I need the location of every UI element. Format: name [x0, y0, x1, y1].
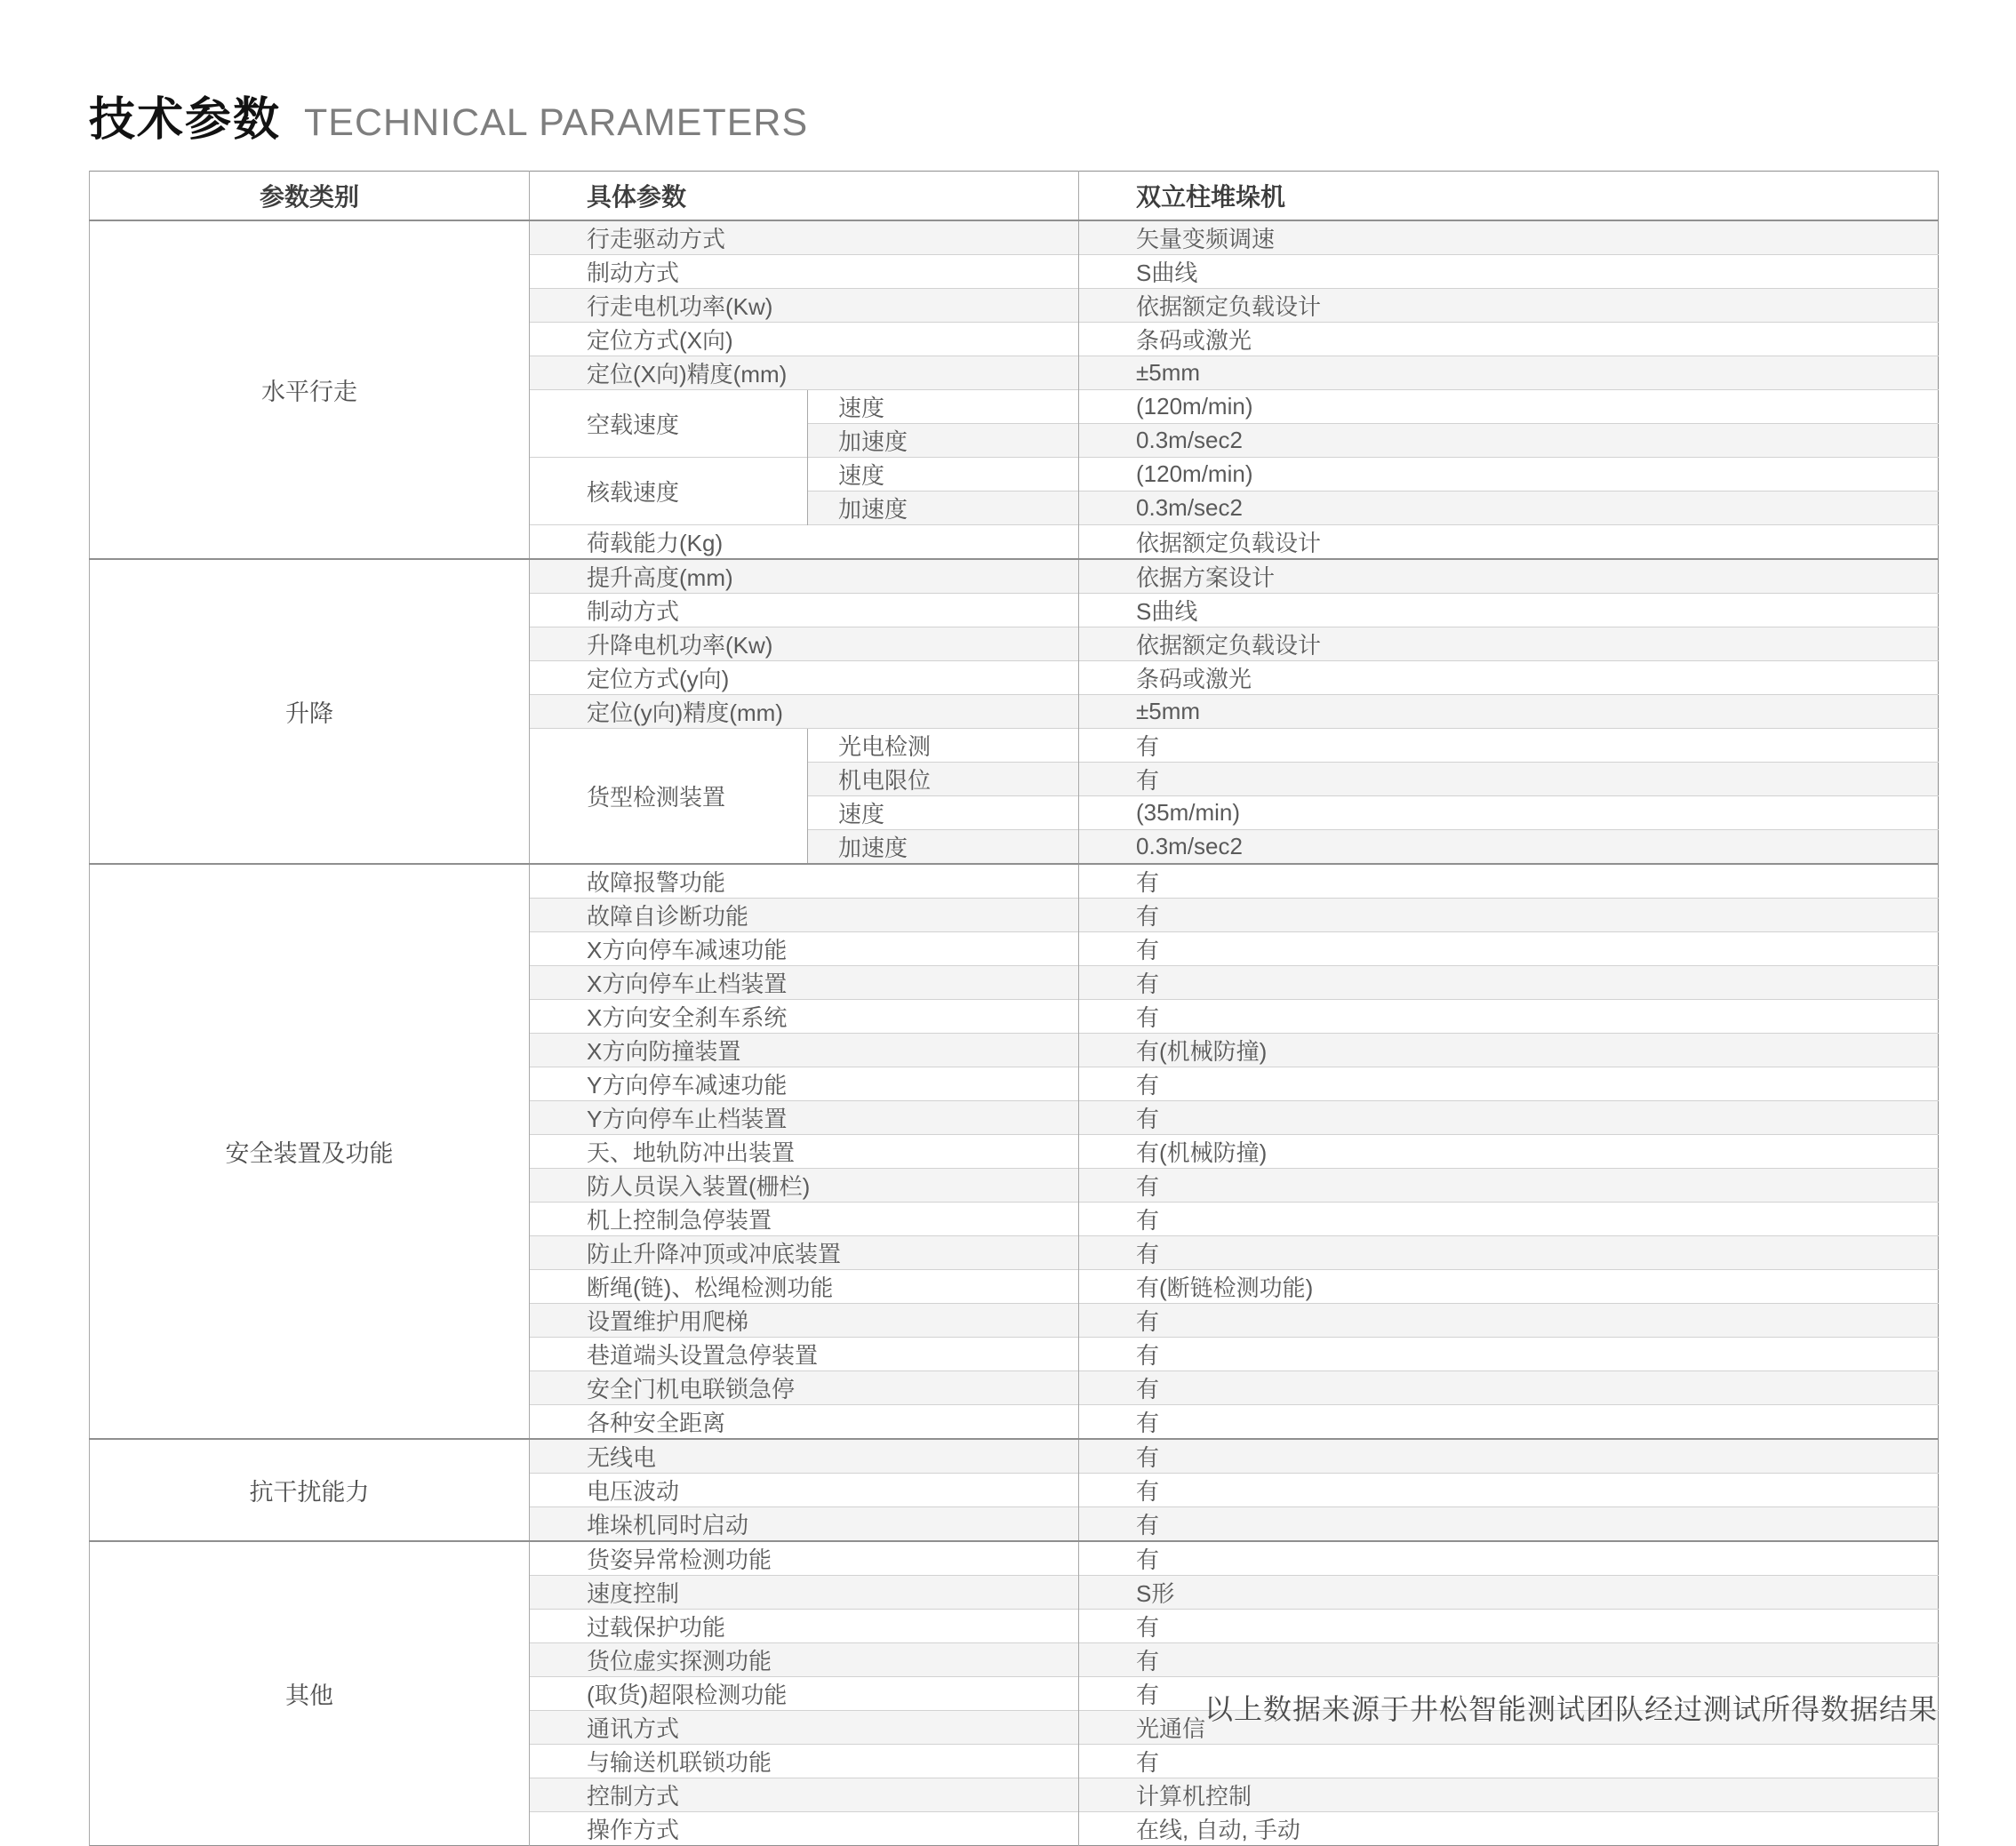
technical-parameters-table: [89, 171, 1939, 1846]
param-cell: 防人员误入装置(栅栏): [530, 1169, 1079, 1203]
param-cell: (取货)超限检测功能: [530, 1677, 1079, 1711]
param-cell: 货姿异常检测功能: [530, 1541, 1079, 1576]
param-cell: 行走驱动方式: [530, 220, 1079, 255]
value-cell: 依据额定负载设计: [1079, 289, 1939, 323]
value-cell: 有: [1079, 1643, 1939, 1677]
param-cell: 防止升降冲顶或冲底装置: [530, 1236, 1079, 1270]
value-cell: 有: [1079, 1677, 1939, 1711]
value-cell: 在线, 自动, 手动: [1079, 1812, 1939, 1846]
sub-param-cell: 加速度: [808, 491, 1079, 525]
value-cell: 有: [1079, 1541, 1939, 1576]
header-cell-category: 参数类别: [90, 172, 530, 221]
param-cell: 控制方式: [530, 1778, 1079, 1812]
table-row: [90, 1541, 1939, 1576]
param-cell: X方向停车止档装置: [530, 966, 1079, 1000]
param-cell: 各种安全距离: [530, 1405, 1079, 1440]
param-cell: 制动方式: [530, 255, 1079, 289]
category-cell: 抗干扰能力: [90, 1439, 530, 1541]
value-cell: 有: [1079, 1405, 1939, 1440]
value-cell: 有: [1079, 1169, 1939, 1203]
value-cell: 计算机控制: [1079, 1778, 1939, 1812]
param-cell: 定位(X向)精度(mm): [530, 356, 1079, 390]
value-cell: 矢量变频调速: [1079, 220, 1939, 255]
category-cell: 安全装置及功能: [90, 864, 530, 1439]
value-cell: 有: [1079, 1101, 1939, 1135]
value-cell: S曲线: [1079, 255, 1939, 289]
value-cell: S形: [1079, 1576, 1939, 1610]
value-cell: 有: [1079, 1304, 1939, 1338]
param-cell: X方向防撞装置: [530, 1034, 1079, 1067]
sub-param-cell: 加速度: [808, 830, 1079, 865]
value-cell: 依据方案设计: [1079, 559, 1939, 594]
param-cell: 货位虚实探测功能: [530, 1643, 1079, 1677]
group-cell: 核载速度: [530, 458, 808, 525]
value-cell: 有: [1079, 899, 1939, 932]
value-cell: 有(机械防撞): [1079, 1034, 1939, 1067]
value-cell: 条码或激光: [1079, 661, 1939, 695]
value-cell: (35m/min): [1079, 796, 1939, 830]
header-row: [90, 172, 1939, 221]
param-cell: X方向停车减速功能: [530, 932, 1079, 966]
param-cell: 定位(y向)精度(mm): [530, 695, 1079, 729]
param-cell: 故障自诊断功能: [530, 899, 1079, 932]
value-cell: S曲线: [1079, 594, 1939, 627]
param-cell: 行走电机功率(Kw): [530, 289, 1079, 323]
param-cell: 机上控制急停装置: [530, 1203, 1079, 1236]
value-cell: 有: [1079, 763, 1939, 796]
value-cell: 依据额定负载设计: [1079, 627, 1939, 661]
param-cell: 定位方式(X向): [530, 323, 1079, 356]
param-cell: 过载保护功能: [530, 1610, 1079, 1643]
category-cell: 其他: [90, 1541, 530, 1846]
param-cell: X方向安全刹车系统: [530, 1000, 1079, 1034]
value-cell: 有(断链检测功能): [1079, 1270, 1939, 1304]
param-cell: 设置维护用爬梯: [530, 1304, 1079, 1338]
value-cell: ±5mm: [1079, 356, 1939, 390]
param-cell: 升降电机功率(Kw): [530, 627, 1079, 661]
value-cell: 有: [1079, 1236, 1939, 1270]
value-cell: 有: [1079, 729, 1939, 763]
group-cell: 货型检测装置: [530, 729, 808, 865]
value-cell: 有: [1079, 1745, 1939, 1778]
param-cell: 故障报警功能: [530, 864, 1079, 899]
param-cell: 堆垛机同时启动: [530, 1507, 1079, 1542]
value-cell: 有(机械防撞): [1079, 1135, 1939, 1169]
table-row: [90, 864, 1939, 899]
param-cell: 电压波动: [530, 1474, 1079, 1507]
value-cell: 有: [1079, 1000, 1939, 1034]
table-row: [90, 220, 1939, 255]
value-cell: 有: [1079, 1474, 1939, 1507]
value-cell: 0.3m/sec2: [1079, 424, 1939, 458]
param-cell: 安全门机电联锁急停: [530, 1371, 1079, 1405]
table-row: [90, 559, 1939, 594]
value-cell: (120m/min): [1079, 390, 1939, 424]
param-cell: 与输送机联锁功能: [530, 1745, 1079, 1778]
value-cell: 0.3m/sec2: [1079, 830, 1939, 865]
param-cell: 断绳(链)、松绳检测功能: [530, 1270, 1079, 1304]
param-cell: Y方向停车减速功能: [530, 1067, 1079, 1101]
value-cell: (120m/min): [1079, 458, 1939, 491]
param-cell: 荷载能力(Kg): [530, 525, 1079, 560]
sub-param-cell: 机电限位: [808, 763, 1079, 796]
param-cell: 提升高度(mm): [530, 559, 1079, 594]
sub-param-cell: 速度: [808, 390, 1079, 424]
value-cell: ±5mm: [1079, 695, 1939, 729]
value-cell: 有: [1079, 1507, 1939, 1542]
value-cell: 有: [1079, 1371, 1939, 1405]
value-cell: 有: [1079, 1610, 1939, 1643]
value-cell: 依据额定负载设计: [1079, 525, 1939, 560]
table-header: [90, 172, 1939, 221]
sub-param-cell: 速度: [808, 458, 1079, 491]
table-row: [90, 1439, 1939, 1474]
header-cell-param: 具体参数: [530, 172, 1079, 221]
page-title-zh: 技术参数: [89, 94, 282, 146]
footer-note: 以上数据来源于井松智能测试团队经过测试所得数据结果: [1204, 1693, 1938, 1725]
value-cell: 有: [1079, 966, 1939, 1000]
value-cell: 0.3m/sec2: [1079, 491, 1939, 525]
param-cell: 操作方式: [530, 1812, 1079, 1846]
category-cell: 水平行走: [90, 220, 530, 559]
param-cell: 天、地轨防冲出装置: [530, 1135, 1079, 1169]
param-cell: 速度控制: [530, 1576, 1079, 1610]
value-cell: 有: [1079, 1067, 1939, 1101]
param-cell: 通讯方式: [530, 1711, 1079, 1745]
value-cell: 有: [1079, 1203, 1939, 1236]
value-cell: 条码或激光: [1079, 323, 1939, 356]
value-cell: 有: [1079, 864, 1939, 899]
value-cell: 光通信: [1079, 1711, 1939, 1745]
value-cell: 有: [1079, 1439, 1939, 1474]
sub-param-cell: 加速度: [808, 424, 1079, 458]
sub-param-cell: 光电检测: [808, 729, 1079, 763]
table-body: [90, 220, 1939, 1846]
param-cell: 巷道端头设置急停装置: [530, 1338, 1079, 1371]
page-title-en: TECHNICAL PARAMETERS: [304, 101, 809, 144]
param-cell: 无线电: [530, 1439, 1079, 1474]
param-cell: 制动方式: [530, 594, 1079, 627]
value-cell: 有: [1079, 932, 1939, 966]
category-cell: 升降: [90, 559, 530, 864]
value-cell: 有: [1079, 1338, 1939, 1371]
param-cell: Y方向停车止档装置: [530, 1101, 1079, 1135]
page-title: [89, 82, 808, 148]
sub-param-cell: 速度: [808, 796, 1079, 830]
group-cell: 空载速度: [530, 390, 808, 458]
param-cell: 定位方式(y向): [530, 661, 1079, 695]
header-cell-value: 双立柱堆垛机: [1079, 172, 1939, 221]
